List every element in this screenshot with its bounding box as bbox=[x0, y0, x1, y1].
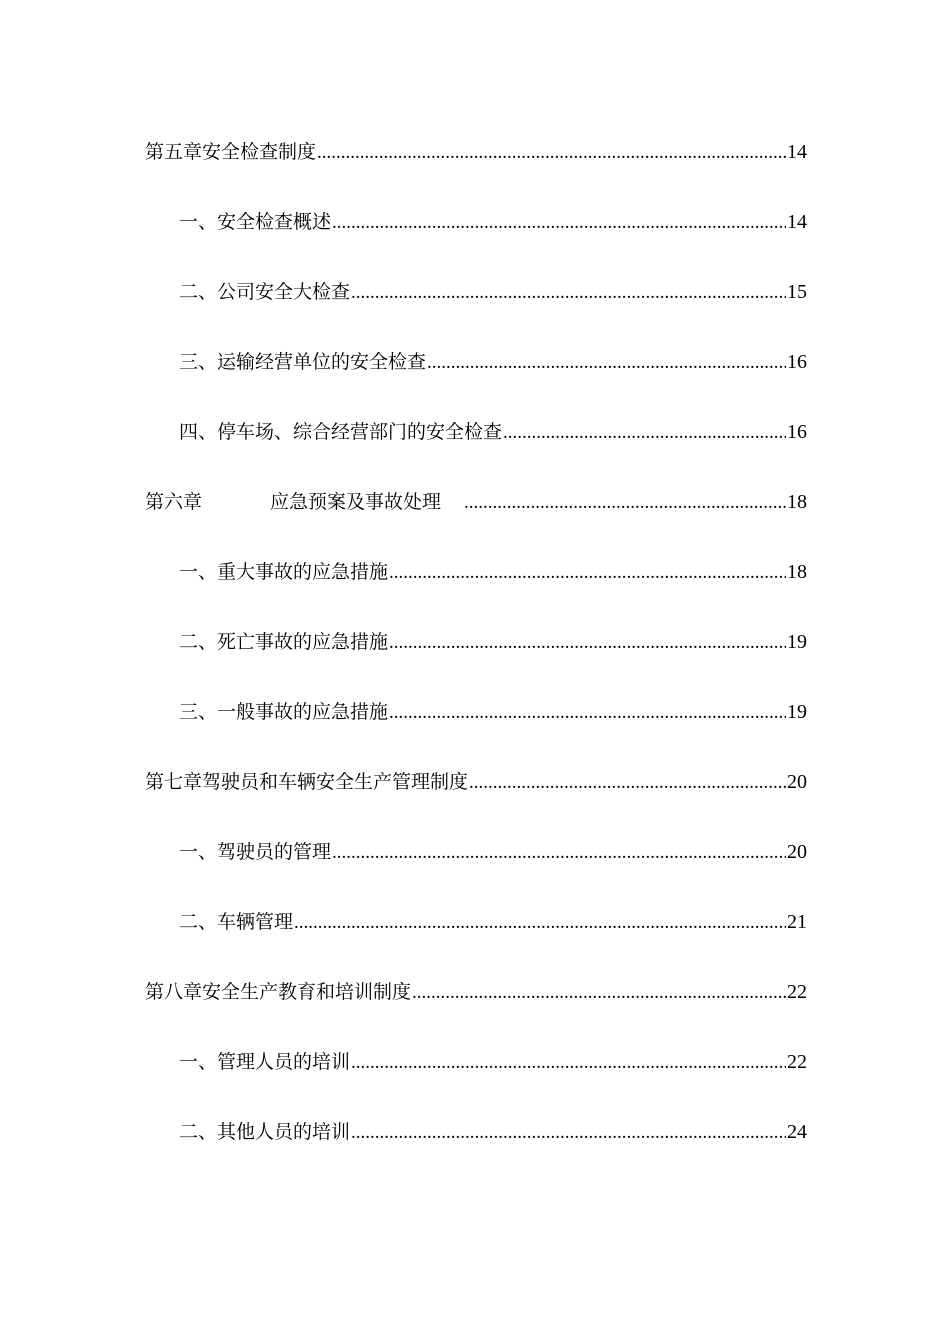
toc-page-number: 18 bbox=[787, 561, 807, 583]
toc-dot-leader bbox=[412, 973, 786, 1013]
toc-dot-leader bbox=[389, 693, 786, 733]
toc-dot-leader bbox=[469, 763, 786, 803]
toc-dot-leader bbox=[389, 623, 786, 663]
toc-page-number: 15 bbox=[787, 281, 807, 303]
toc-entry[interactable] bbox=[145, 832, 807, 902]
toc-entry-title: 一、安全检查概述 bbox=[179, 211, 332, 233]
toc-entry[interactable] bbox=[145, 272, 807, 342]
toc-entry[interactable] bbox=[145, 902, 807, 972]
toc-entry-title: 一、驾驶员的管理 bbox=[179, 841, 332, 863]
toc-entry-title: 一、管理人员的培训 bbox=[179, 1051, 351, 1073]
toc-page-number: 22 bbox=[787, 981, 807, 1003]
toc-dot-leader bbox=[464, 483, 786, 523]
toc-page-number: 16 bbox=[787, 421, 807, 443]
toc-entry-title: 应急预案及事故处理 bbox=[270, 491, 442, 513]
toc-entry[interactable] bbox=[145, 552, 807, 622]
toc-entry-title: 二、公司安全大检查 bbox=[179, 281, 351, 303]
toc-page-number: 16 bbox=[787, 351, 807, 373]
toc-page-number: 20 bbox=[787, 771, 807, 793]
toc-dot-leader bbox=[332, 833, 786, 873]
toc-entry-title: 三、运输经营单位的安全检查 bbox=[179, 351, 427, 373]
table-of-contents bbox=[145, 132, 807, 1182]
toc-entry[interactable] bbox=[145, 342, 807, 412]
toc-page-number: 19 bbox=[787, 631, 807, 653]
toc-dot-leader bbox=[351, 273, 786, 313]
toc-page-number: 20 bbox=[787, 841, 807, 863]
toc-entry-title: 第七章驾驶员和车辆安全生产管理制度 bbox=[145, 771, 469, 793]
toc-dot-leader bbox=[317, 133, 786, 173]
toc-entry-title: 第五章安全检查制度 bbox=[145, 141, 317, 163]
toc-chapter-label: 第六章 bbox=[145, 491, 203, 513]
toc-entry[interactable] bbox=[145, 622, 807, 692]
toc-entry-title: 二、车辆管理 bbox=[179, 911, 294, 933]
toc-entry-title-group bbox=[145, 482, 463, 522]
toc-entry[interactable] bbox=[145, 762, 807, 832]
toc-entry-title: 第八章安全生产教育和培训制度 bbox=[145, 981, 412, 1003]
toc-entry[interactable] bbox=[145, 412, 807, 482]
toc-entry-title: 二、死亡事故的应急措施 bbox=[179, 631, 389, 653]
toc-entry[interactable] bbox=[145, 1042, 807, 1112]
toc-entry[interactable] bbox=[145, 482, 807, 552]
toc-dot-leader bbox=[389, 553, 786, 593]
toc-dot-leader bbox=[351, 1113, 786, 1153]
toc-page-number: 19 bbox=[787, 701, 807, 723]
toc-entry[interactable] bbox=[145, 202, 807, 272]
toc-entry-title: 四、停车场、综合经营部门的安全检查 bbox=[179, 421, 503, 443]
toc-entry[interactable] bbox=[145, 132, 807, 202]
toc-dot-leader bbox=[503, 413, 786, 453]
toc-entry-title: 一、重大事故的应急措施 bbox=[179, 561, 389, 583]
toc-page-number: 14 bbox=[787, 211, 807, 233]
toc-page-number: 18 bbox=[787, 491, 807, 513]
toc-dot-leader bbox=[294, 903, 786, 943]
toc-entry[interactable] bbox=[145, 1112, 807, 1182]
toc-page-number: 14 bbox=[787, 141, 807, 163]
toc-entry-title: 三、一般事故的应急措施 bbox=[179, 701, 389, 723]
toc-dot-leader bbox=[427, 343, 786, 383]
toc-entry[interactable] bbox=[145, 692, 807, 762]
toc-page-number: 24 bbox=[787, 1121, 807, 1143]
toc-dot-leader bbox=[351, 1043, 786, 1083]
toc-entry[interactable] bbox=[145, 972, 807, 1042]
toc-page-number: 22 bbox=[787, 1051, 807, 1073]
toc-dot-leader bbox=[332, 203, 786, 243]
toc-page-number: 21 bbox=[787, 911, 807, 933]
toc-entry-title: 二、其他人员的培训 bbox=[179, 1121, 351, 1143]
